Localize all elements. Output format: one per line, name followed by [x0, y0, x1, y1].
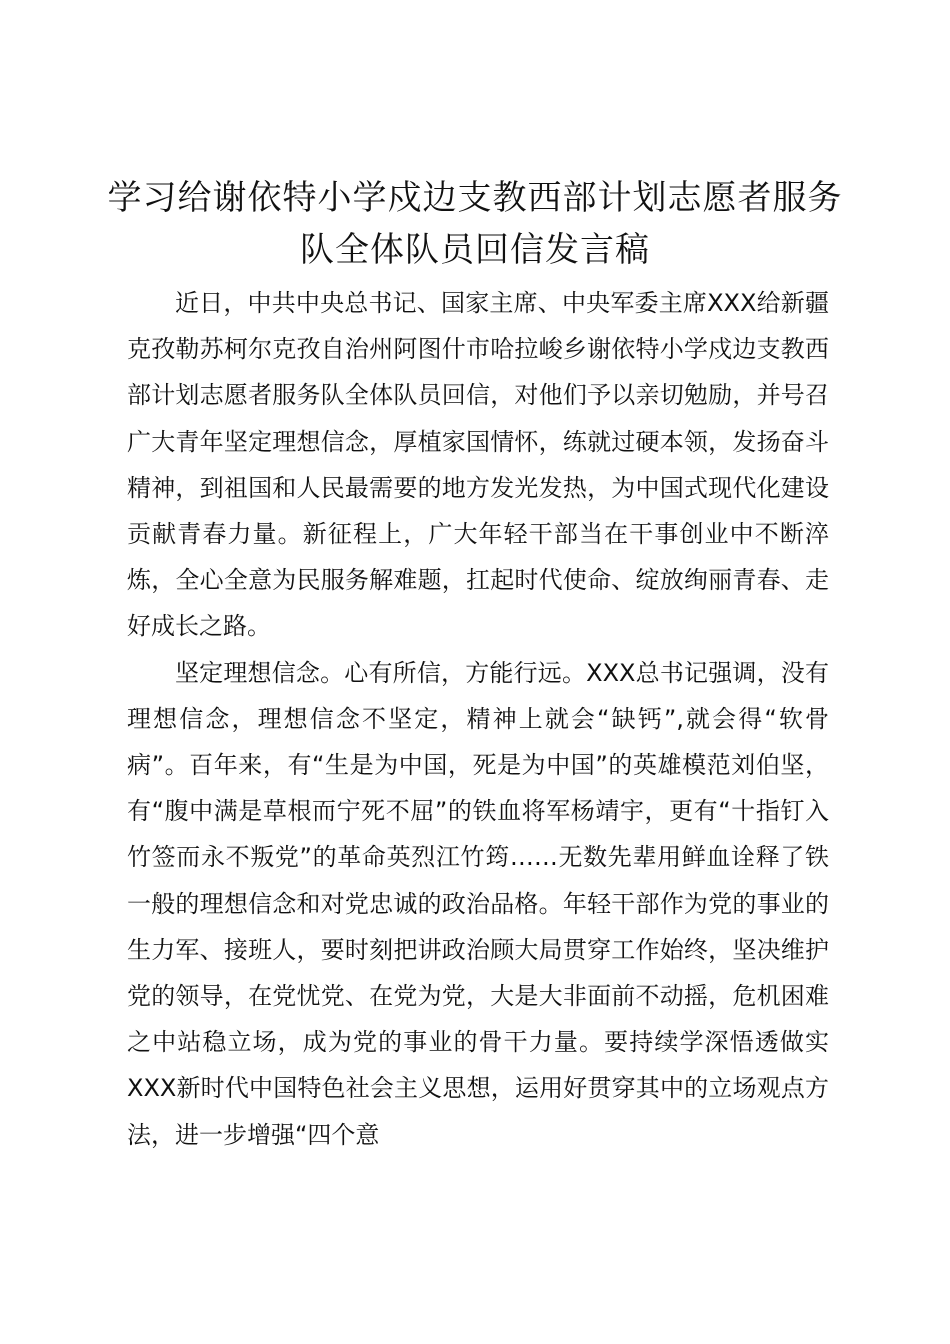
paragraph-ideals: 坚定理想信念。心有所信，方能行远。XXX总书记强调，没有理想信念，理想信念不坚定，精神上就会“缺钙”,就会得“软骨病”。百年来，有“生是为中国，死是为中国”的英雄模范刘伯坚，有“腹中满是草根而宁死不屈”的铁血将军杨靖宇，更有“十指钉入竹签而永不叛党”的革命英烈江竹筠……无数先辈用鲜血诠释了铁一般的理想信念和对党忠诚的政治品格。年轻干部作为党的事业的生力军、接班人，要时刻把讲政治顾大局贯穿工作始终，坚决维护党的领导，在党忧党、在党为党，大是大非面前不动摇，危机困难之中站稳立场，成为党的事业的骨干力量。要持续学深悟透做实XXX新时代中国特色社会主义思想，运用好贯穿其中的立场观点方法，进一步增强“四个意 — [127, 658, 829, 1149]
document-title: 学习给谢依特小学戍边支教西部计划志愿者服务队全体队员回信发言稿 — [107, 178, 843, 270]
document-body — [127, 280, 829, 1158]
paragraph-intro: 近日，中共中央总书记、国家主席、中央军委主席XXX给新疆克孜勒苏柯尔克孜自治州阿图什市哈拉峻乡谢依特小学戍边支教西部计划志愿者服务队全体队员回信，对他们予以亲切勉励，并号召广大青年坚定理想信念，厚植家国情怀，练就过硬本领，发扬奋斗精神，到祖国和人民最需要的地方发光发热，为中国式现代化建设贡献青春力量。新征程上，广大年轻干部当在干事创业中不断淬炼，全心全意为民服务解难题，扛起时代使命、绽放绚丽青春、走好成长之路。 — [127, 289, 829, 641]
